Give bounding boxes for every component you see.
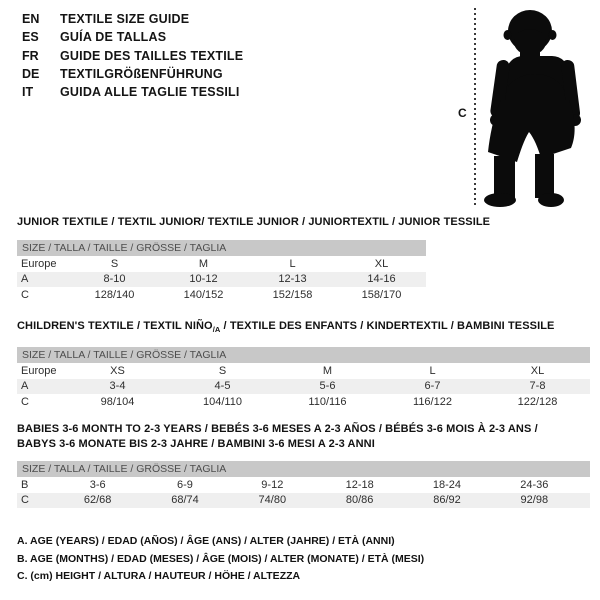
language-code: IT [22, 85, 34, 100]
junior-section-heading: JUNIOR TEXTILE / TEXTIL JUNIOR/ TEXTILE JUNIOR / JUNIORTEXTIL / JUNIOR TESSILE [17, 216, 491, 228]
size-header-band: SIZE / TALLA / TAILLE / GRÖSSE / TAGLIA [17, 461, 590, 477]
size-cell: 158/170 [361, 288, 402, 301]
list-item [22, 47, 243, 65]
size-cell: 18-24 [432, 478, 462, 491]
guide-title: TEXTILGRÖßENFÜHRUNG [60, 67, 223, 82]
size-header-band: SIZE / TALLA / TAILLE / GRÖSSE / TAGLIA [17, 347, 590, 363]
size-cell: 12-18 [345, 478, 374, 491]
list-item [22, 65, 243, 83]
size-cell: XL [530, 364, 545, 377]
guide-title: GUÍA DE TALLAS [60, 30, 167, 45]
language-code: FR [22, 48, 39, 63]
guide-title: GUIDE DES TAILLES TEXTILE [60, 48, 244, 63]
table-row [17, 379, 590, 395]
list-item [22, 10, 243, 28]
table-row [17, 272, 426, 288]
size-cell: 98/104 [100, 395, 135, 408]
size-cell: 122/128 [517, 395, 558, 408]
size-cell: 74/80 [258, 494, 287, 507]
row-label: A [21, 273, 29, 286]
table-row [17, 477, 590, 493]
size-cell: 104/110 [203, 395, 242, 408]
size-cell: 110/116 [308, 395, 347, 408]
row-label: Europe [21, 364, 57, 377]
size-cell: L [429, 364, 436, 377]
table-row [17, 394, 590, 410]
size-cell: S [110, 257, 119, 270]
table-row [17, 493, 590, 509]
size-cell: 10-12 [189, 273, 218, 286]
language-code: EN [22, 12, 40, 27]
height-measure-dotted-line [474, 8, 476, 208]
children-section-heading [17, 320, 555, 334]
size-cell: 92/98 [520, 494, 549, 507]
size-cell: XL [374, 257, 389, 270]
table-row [17, 256, 426, 272]
babies-size-table [17, 461, 590, 508]
size-cell: 5-6 [319, 380, 336, 393]
toddler-silhouette-icon [483, 6, 583, 210]
height-measure-label: C [458, 106, 467, 120]
size-cell: 152/158 [272, 288, 313, 301]
children-size-table [17, 347, 590, 410]
babies-section-heading [17, 422, 538, 451]
heading-line-1: BABIES 3-6 MONTH TO 2-3 YEARS / BEBÉS 3-6 MESES A 2-3 AÑOS / BÉBÉS 3-6 MOIS À 2-3 ANS / [17, 423, 538, 435]
size-cell: M [198, 257, 209, 270]
size-header-band: SIZE / TALLA / TAILLE / GRÖSSE / TAGLIA [17, 240, 426, 256]
table-row [17, 363, 590, 379]
size-cell: 4-5 [214, 380, 231, 393]
guide-title: TEXTILE SIZE GUIDE [60, 12, 190, 27]
list-item [22, 28, 243, 46]
row-label: B [21, 478, 29, 491]
size-cell: 140/152 [183, 288, 224, 301]
size-cell: XS [110, 364, 125, 377]
size-cell: 86/92 [433, 494, 461, 507]
guide-title: GUIDA ALLE TAGLIE TESSILI [60, 85, 240, 100]
size-cell: 6-9 [177, 478, 193, 491]
size-cell: M [322, 364, 333, 377]
junior-size-table [17, 240, 426, 303]
size-cell: 116/122 [413, 395, 452, 408]
note-b: B. AGE (MONTHS) / EDAD (MESES) / ÂGE (MOIS) / ALTER (MONATE) / ETÀ (MESI) [17, 552, 425, 565]
note-c: C. (cm) HEIGHT / ALTURA / HAUTEUR / HÖHE / ALTEZZA [17, 570, 301, 582]
row-label: C [21, 395, 29, 408]
legend-notes [17, 533, 424, 586]
size-cell: 80/86 [345, 494, 374, 507]
note-a: A. AGE (YEARS) / EDAD (AÑOS) / ÂGE (ANS) / ALTER (JAHRE) / ETÀ (ANNI) [17, 535, 395, 547]
size-cell: 68/74 [171, 494, 199, 507]
size-cell: 12-13 [278, 273, 307, 286]
size-cell: 62/68 [83, 494, 112, 507]
language-code: ES [22, 30, 39, 45]
row-label: A [21, 380, 29, 393]
size-cell: 7-8 [529, 380, 546, 393]
size-cell: 3-6 [89, 478, 106, 491]
heading-subscript: /A [212, 325, 221, 335]
heading-text: CHILDREN'S TEXTILE / TEXTIL NIÑO [17, 320, 213, 332]
size-cell: S [218, 364, 227, 377]
size-cell: 3-4 [109, 380, 126, 393]
heading-text: / TEXTILE DES ENFANTS / KINDERTEXTIL / BAMBINI TESSILE [220, 320, 555, 332]
size-cell: 14-16 [367, 273, 396, 286]
size-cell: 6-7 [424, 380, 441, 393]
size-cell: 9-12 [261, 478, 284, 491]
row-label: C [21, 494, 29, 507]
size-cell: 24-36 [520, 478, 549, 491]
row-label: Europe [21, 257, 57, 270]
row-label: C [21, 288, 29, 301]
size-cell: 8-10 [103, 273, 126, 286]
size-cell: L [289, 257, 296, 270]
list-item [22, 83, 243, 101]
language-title-list [22, 10, 243, 101]
heading-line-2: BABYS 3-6 MONATE BIS 2-3 JAHRE / BAMBINI 3-6 MESI A 2-3 ANNI [17, 437, 375, 450]
table-row [17, 287, 426, 303]
language-code: DE [22, 67, 40, 82]
size-cell: 128/140 [94, 288, 135, 301]
